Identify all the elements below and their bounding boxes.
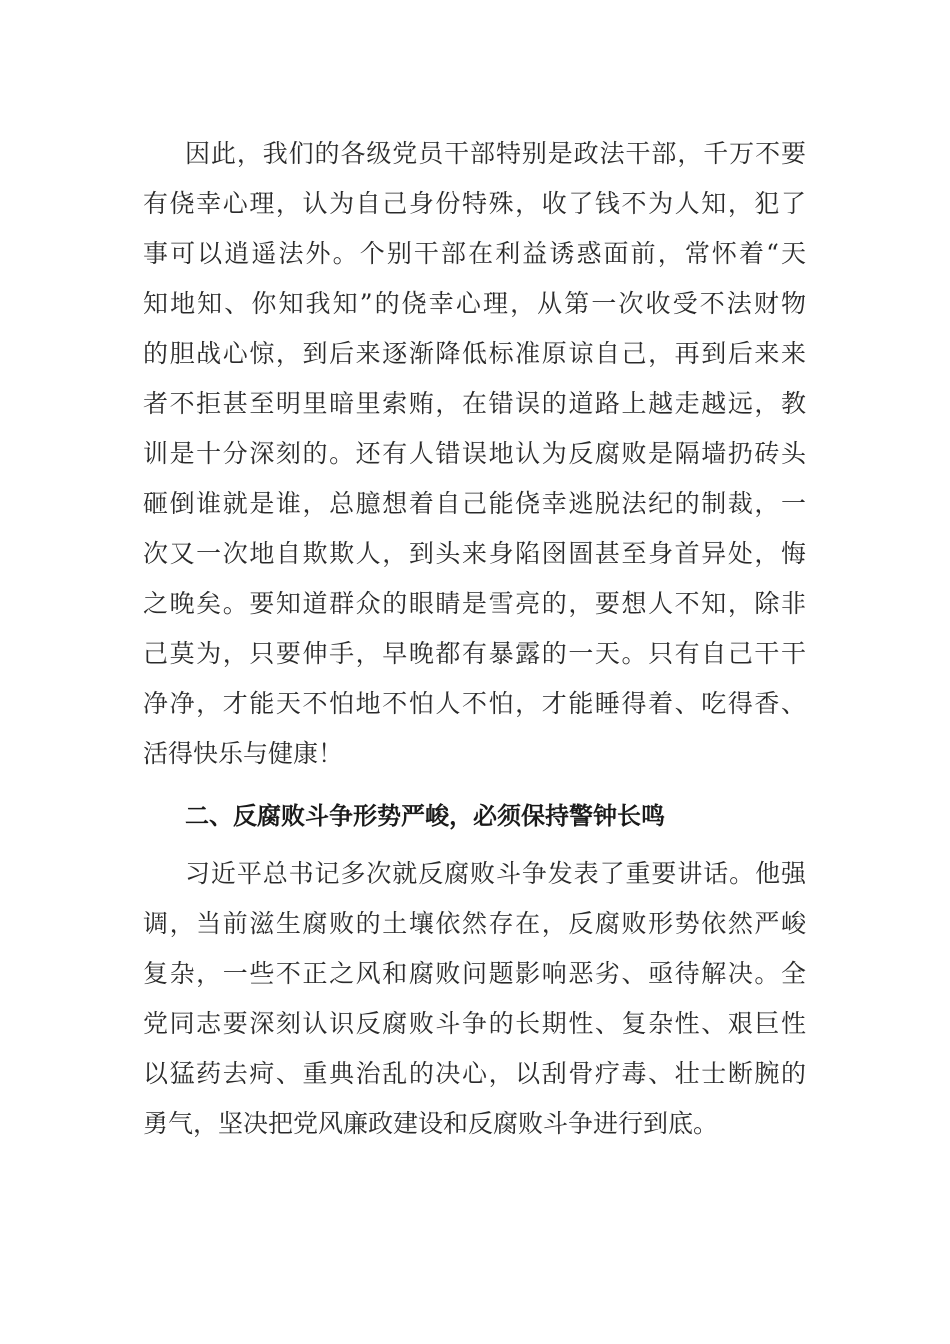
paragraph-line: 次又一次地自欺欺人，到头来身陷囹圄甚至身首异处，悔 (143, 539, 806, 568)
paragraph-line: 复杂，一些不正之风和腐败问题影响恶劣、亟待解决。全 (143, 959, 806, 988)
paragraph-line: 砸倒谁就是谁，总臆想着自己能侥幸逃脱法纪的制裁，一 (143, 489, 806, 518)
paragraph-line: 净净，才能天不怕地不怕人不怕，才能睡得着、吃得香、 (143, 689, 806, 718)
paragraph-line: 有侥幸心理，认为自己身份特殊，收了钱不为人知，犯了 (143, 189, 806, 218)
paragraph-line: 活得快乐与健康！ (143, 739, 344, 768)
paragraph-line: 勇气，坚决把党风廉政建设和反腐败斗争进行到底。 (143, 1109, 719, 1138)
paragraph-2 (143, 849, 806, 1149)
paragraph-line: 因此，我们的各级党员干部特别是政法干部，千万不要 (185, 139, 806, 168)
paragraph-line: 者不拒甚至明里暗里索贿，在错误的道路上越走越远，教 (143, 389, 806, 418)
paragraph-line: 调，当前滋生腐败的土壤依然存在，反腐败形势依然严峻 (143, 909, 806, 938)
paragraph-line: 党同志要深刻认识反腐败斗争的长期性、复杂性、艰巨性 (143, 1009, 806, 1038)
paragraph-line: 的胆战心惊，到后来逐渐降低标准原谅自己，再到后来来 (143, 339, 806, 368)
document-body (143, 129, 806, 1149)
paragraph-line: 知地知、你知我知”的侥幸心理，从第一次收受不法财物 (143, 289, 806, 318)
paragraph-line: 习近平总书记多次就反腐败斗争发表了重要讲话。他强 (185, 859, 806, 888)
section-heading: 二、反腐败斗争形势严峻，必须保持警钟长鸣 (185, 802, 665, 830)
paragraph-line: 之晚矣。要知道群众的眼睛是雪亮的，要想人不知，除非 (143, 589, 806, 618)
paragraph-line: 己莫为，只要伸手，早晚都有暴露的一天。只有自己干干 (143, 639, 806, 668)
paragraph-line: 事可以逍遥法外。个别干部在利益诱惑面前，常怀着“天 (143, 239, 806, 268)
paragraph-line: 以猛药去疴、重典治乱的决心，以刮骨疗毒、壮士断腕的 (143, 1059, 806, 1088)
paragraph-line: 训是十分深刻的。还有人错误地认为反腐败是隔墙扔砖头 (143, 439, 806, 468)
paragraph-1 (143, 129, 806, 779)
